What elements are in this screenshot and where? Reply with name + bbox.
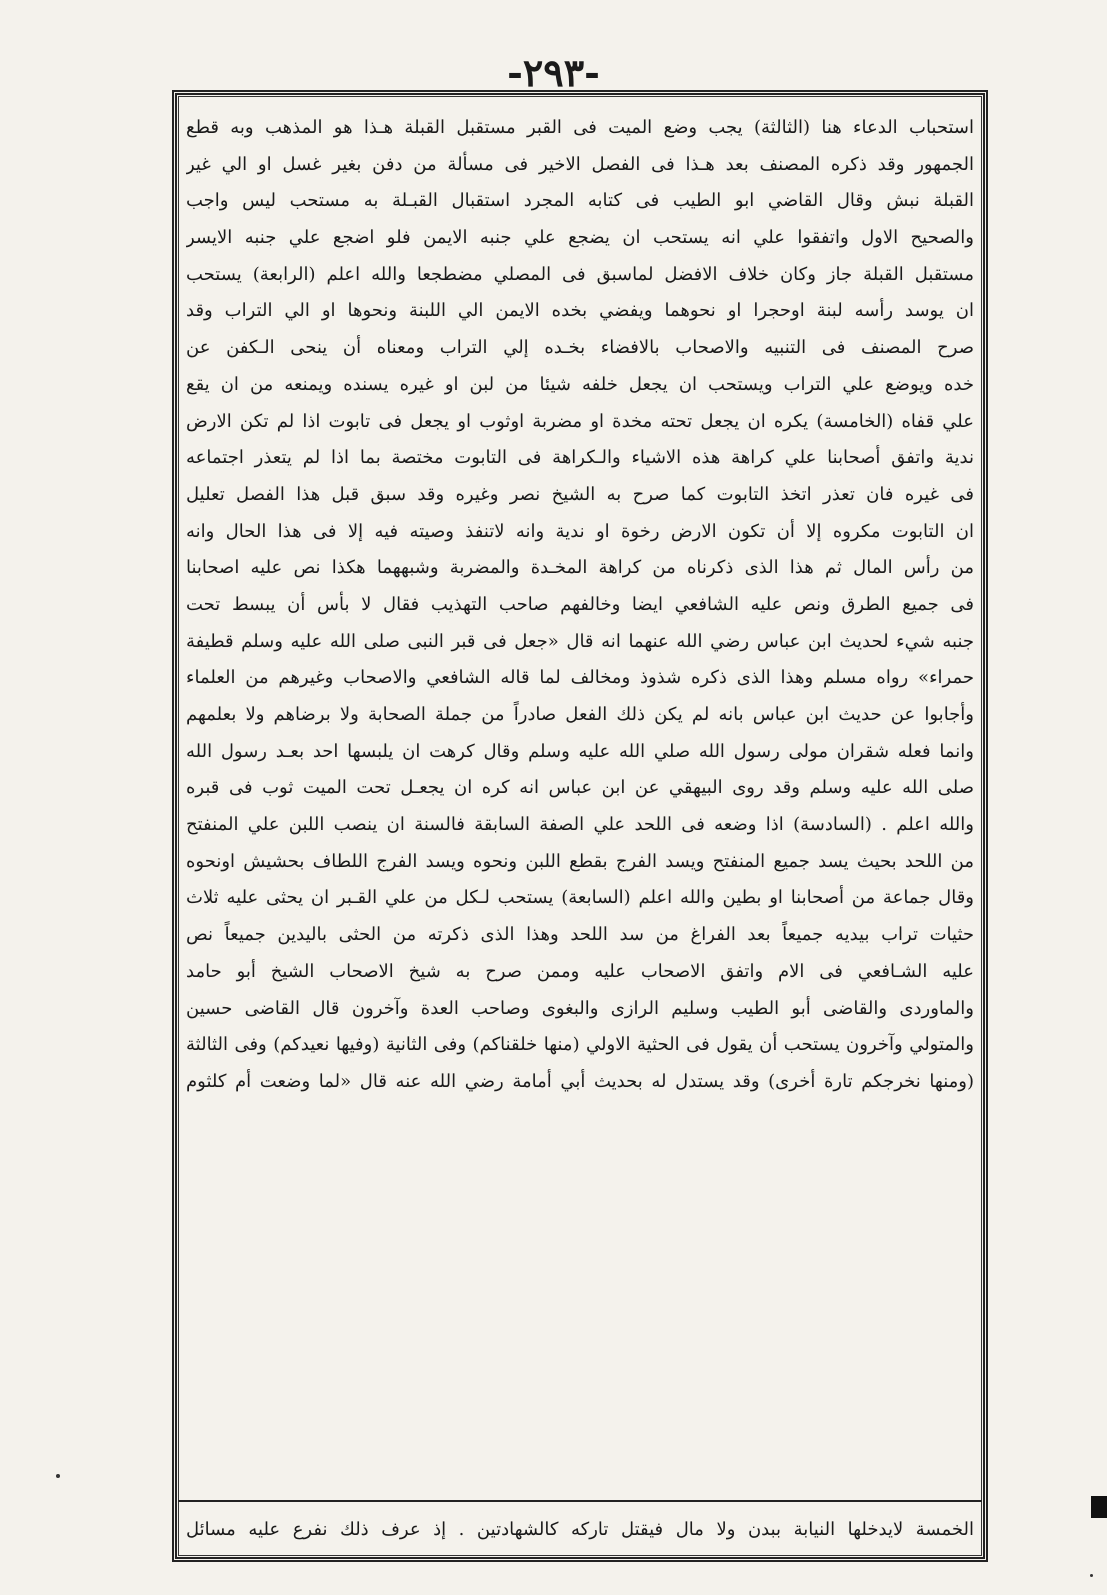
scan-speck	[1090, 1574, 1093, 1577]
text-line: والله اعلم . (السادسة) اذا وضعه فى اللحد علي الصفة السابقة فالسنة ان ينصب اللبن علي المنفتح	[186, 814, 974, 836]
text-line: ندية واتفق أصحابنا علي كراهة هذه الاشياء والـكراهة فى التابوت مختصة بما اذا لم يتعذر اجتماعه	[186, 447, 974, 469]
text-line: الجمهور وقد ذكره المصنف بعد هـذا فى الفصل الاخير فى مسألة من دفن بغير غسل او الي غير	[186, 153, 974, 175]
text-line: فى غيره فان تعذر اتخذ التابوت كما صرح به الشيخ نصر وغيره وقد سبق قبل هذا الفصل تعليل	[186, 483, 974, 505]
text-line: من رأس المال ثم هذا الذى ذكرناه من كراهة المخـدة والمضربة وشبههما هكذا نص عليه اصحابنا	[186, 557, 974, 579]
text-line: خده ويوضع علي التراب ويستحب ان يجعل خلفه شيئا من لبن او غيره يسنده ويمنعه من ان يقع	[186, 373, 974, 395]
text-line: حثيات تراب بيديه جميعاً بعد الفراغ من سد اللحد وهذا الذى ذكرته من الحثى باليدين جميعاً نص	[186, 924, 974, 946]
text-line: ان التابوت مكروه إلا أن تكون الارض رخوة او ندية وانه لاتنفذ وصيته فيه إلا فى هذا الحال وانه	[186, 520, 974, 542]
text-line: وانما فعله شقران مولى رسول الله صلي الله عليه وسلم وقال كرهت ان يلبسها احد بعـد رسول الله	[186, 740, 974, 762]
text-line: حمراء» رواه مسلم وهذا الذى ذكره شذوذ ومخالف لما قاله الشافعي والاصحاب وغيرهم من العلماء	[186, 667, 974, 689]
text-line: علي قفاه (الخامسة) يكره ان يجعل تحته مخدة او مضربة اوثوب او يجعل فى تابوت اذا لم تكن الارض	[186, 410, 974, 432]
text-line: استحباب الدعاء هنا (الثالثة) يجب وضع الميت فى القبر مستقبل القبلة هـذا هو المذهب وبه قطع	[186, 117, 974, 138]
scan-edge-mark	[1091, 1496, 1107, 1518]
text-line: صرح المصنف فى التنبيه والاصحاب بالافضاء بخـده إلي التراب ومعناه أن ينحى الـكفن عن	[186, 337, 974, 359]
text-line: والماوردى والقاضى أبو الطيب وسليم الرازى والبغوى وصاحب العدة وآخرون قال القاضى حسين	[186, 997, 974, 1019]
scan-speck	[56, 1474, 60, 1478]
page-number: -٢٩٣-	[507, 50, 600, 95]
text-line: القبلة نبش وقال القاضي ابو الطيب فى كتابه المجرد استقبال القبـلة به مستحب ليس واجب	[186, 190, 974, 212]
text-line: وأجابوا عن حديث ابن عباس بانه لم يكن ذلك الفعل صادراً من جملة الصحابة ولا برضاهم ولا بعلمهم	[186, 704, 974, 725]
text-line: مستقبل القبلة جاز وكان خلاف الافضل لماسبق فى المصلي مضطجعا والله اعلم (الرابعة) يستحب	[186, 263, 974, 285]
text-line: عليه الشـافعي فى الام واتفق الاصحاب عليه وممن صرح به شيخ الاصحاب الشيخ أبو حامد	[186, 960, 974, 982]
text-line: صلى الله عليه وسلم وقد روى البيهقي عن ابن عباس انه كره ان يجعـل تحت الميت ثوب فى قبره	[186, 777, 974, 799]
text-line: فى جميع الطرق ونص عليه الشافعي ايضا وخالفهم صاحب التهذيب فقال لا بأس أن يبسط تحت	[186, 593, 974, 615]
footnote-separator	[178, 1500, 982, 1502]
main-text-block	[186, 110, 974, 1490]
text-line: (ومنها نخرجكم تارة أخرى) وقد يستدل له بحديث أبي أمامة رضي الله عنه قال «لما وضعت أم كلثوم	[186, 1070, 974, 1092]
text-line: والمتولي وآخرون يستحب أن يقول فى الحثية الاولي (منها خلقناكم) وفى الثانية (وفيها نعيدكم) وفى الثالثة	[186, 1034, 974, 1056]
footnote-text: الخمسة لايدخلها النيابة ببدن ولا مال فيقتل تاركه كالشهادتين . إذ عرف ذلك نفرع عليه مسائل	[186, 1519, 974, 1540]
text-line: من اللحد بحيث يسد جميع المنفتح ويسد الفرج بقطع اللبن ونحوه ويسد الفرج اللطاف بحشيش اونحوه	[186, 850, 974, 872]
text-line: والصحيح الاول واتفقوا علي انه يستحب ان يضجع علي جنبه الايمن فلو اضجع علي جنبه الايسر	[186, 227, 974, 249]
text-line: جنبه شيء لحديث ابن عباس رضي الله عنهما انه قال «جعل فى قبر النبى صلى الله عليه وسلم قطيفة	[186, 630, 974, 652]
text-line: ان يوسد رأسه لبنة اوحجرا او نحوهما ويفضي بخده الايمن الي اللبنة ونحوها او الي التراب وقد	[186, 300, 974, 322]
text-line: وقال جماعة من أصحابنا او بطين والله اعلم (السابعة) يستحب لـكل من علي القـبر ان يحثى عليه ثلاث	[186, 887, 974, 909]
